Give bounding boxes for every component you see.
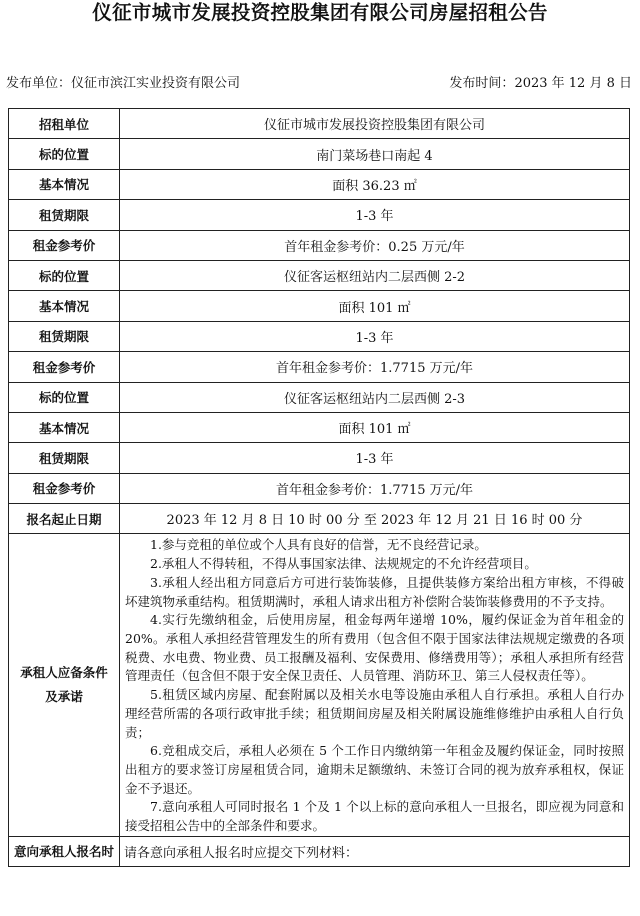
row-value: 面积 36.23 ㎡: [120, 169, 630, 199]
row-value: 首年租金参考价：1.7715 万元/年: [120, 473, 630, 503]
row-value: 仪征客运枢纽站内二层西侧 2-2: [120, 260, 630, 290]
table-row: [9, 230, 630, 260]
condition-item: 2.承租人不得转租，不得从事国家法律、法规规定的不允许经营项目。: [150, 556, 537, 572]
table-row: [9, 836, 630, 866]
table-row: [9, 473, 630, 503]
condition-item: 4.实行先缴纳租金，后使用房屋，租金每两年递增 10%，履约保证金为首年租金的 20%。承租人承担经营管理发生的所有费用（包含但不限于国家法律法规规定缴费的各项税费、水电费、物业费、员工报酬及福利、安保费用、修缮费用等）；承租人承担所有经营管理责任（包含但不限于安全保卫责任、人员管理、消防环卫、第三人侵权责任等）。: [125, 612, 624, 684]
condition-item: 3.承租人经出租方同意后方可进行装饰装修，且提供装修方案给出租方审核，不得破坏建筑物承重结构。租赁期满时，承租人请求出租方补偿附合装饰装修费用的不予支持。: [125, 574, 624, 609]
row-key: 租赁期限: [9, 200, 120, 230]
colon: ：: [58, 76, 72, 91]
condition-item: 6.竞租成交后，承租人必须在 5 个工作日内缴纳第一年租金及履约保证金，同时按照出租方的要求签订房屋租赁合同，逾期未足额缴纳、未签订合同的视为放弃承租权，保证金不予退还。: [125, 743, 624, 796]
row-key: 租赁期限: [9, 321, 120, 351]
row-value: 仪征客运枢纽站内二层西侧 2-3: [120, 382, 630, 412]
row-key: 租金参考价: [9, 230, 120, 260]
row-value: 1-3 年: [120, 321, 630, 351]
row-key: 标的位置: [9, 382, 120, 412]
table-row: [9, 443, 630, 473]
rental-table: [8, 108, 630, 867]
row-value: 1-3 年: [120, 443, 630, 473]
conditions-key: [9, 534, 120, 836]
row-value: 仪征市城市发展投资控股集团有限公司: [120, 109, 630, 139]
conditions-key-line: 承租人应备条件: [20, 665, 108, 681]
table-row: [9, 139, 630, 169]
table-row: [9, 291, 630, 321]
condition-item: 5.租赁区域内房屋、配套附属以及相关水电等设施由承租人自行承担。承租人自行办理经营所需的各项行政审批手续；租赁期间房屋及相关附属设施维修维护由承租人自行负责；: [125, 687, 624, 740]
row-value: 首年租金参考价：0.25 万元/年: [120, 230, 630, 260]
row-key: 标的位置: [9, 139, 120, 169]
row-key: 基本情况: [9, 412, 120, 442]
row-key: 基本情况: [9, 169, 120, 199]
publisher-value: 仪征市滨江实业投资有限公司: [71, 76, 241, 91]
colon: ：: [501, 76, 515, 91]
row-key: 招租单位: [9, 109, 120, 139]
table-row: [9, 352, 630, 382]
row-key: 报名起止日期: [9, 504, 120, 534]
row-value: 面积 101 ㎡: [120, 291, 630, 321]
row-key: 意向承租人报名时: [9, 836, 120, 866]
table-row: [9, 504, 630, 534]
condition-item: 7.意向承租人可同时报名 1 个及 1 个以上标的意向承租人一旦报名，即应视为同意和接受招租公告中的全部条件和要求。: [125, 799, 624, 834]
conditions-row: [9, 534, 630, 836]
row-key: 租金参考价: [9, 352, 120, 382]
publish-time-value: 2023 年 12 月 8 日: [514, 76, 632, 91]
conditions-key-line: 及承诺: [45, 689, 83, 705]
table-row: [9, 382, 630, 412]
row-value: 1-3 年: [120, 200, 630, 230]
table-row: [9, 260, 630, 290]
publisher-line: [6, 74, 240, 94]
row-key: 基本情况: [9, 291, 120, 321]
table-row: [9, 109, 630, 139]
row-key: 租金参考价: [9, 473, 120, 503]
publish-time-label: 发布时间: [449, 76, 502, 91]
conditions-value: [120, 534, 630, 836]
row-value: 2023 年 12 月 8 日 10 时 00 分 至 2023 年 12 月 21 日 16 时 00 分: [120, 504, 630, 534]
table-row: [9, 169, 630, 199]
condition-item: 1.参与竞租的单位或个人具有良好的信誉，无不良经营记录。: [150, 537, 487, 553]
row-value: 首年租金参考价：1.7715 万元/年: [120, 352, 630, 382]
table-row: [9, 200, 630, 230]
row-value: 面积 101 ㎡: [120, 412, 630, 442]
page-title: 仪征市城市发展投资控股集团有限公司房屋招租公告: [92, 1, 548, 24]
row-key: 标的位置: [9, 260, 120, 290]
conditions-list: [125, 536, 624, 835]
row-value: 请各意向承租人报名时应提交下列材料：: [120, 836, 630, 866]
table-row: [9, 412, 630, 442]
row-value: 南门菜场巷口南起 4: [120, 139, 630, 169]
publish-time-line: [449, 74, 632, 94]
table-row: [9, 321, 630, 351]
row-key: 租赁期限: [9, 443, 120, 473]
publisher-label: 发布单位: [6, 76, 59, 91]
